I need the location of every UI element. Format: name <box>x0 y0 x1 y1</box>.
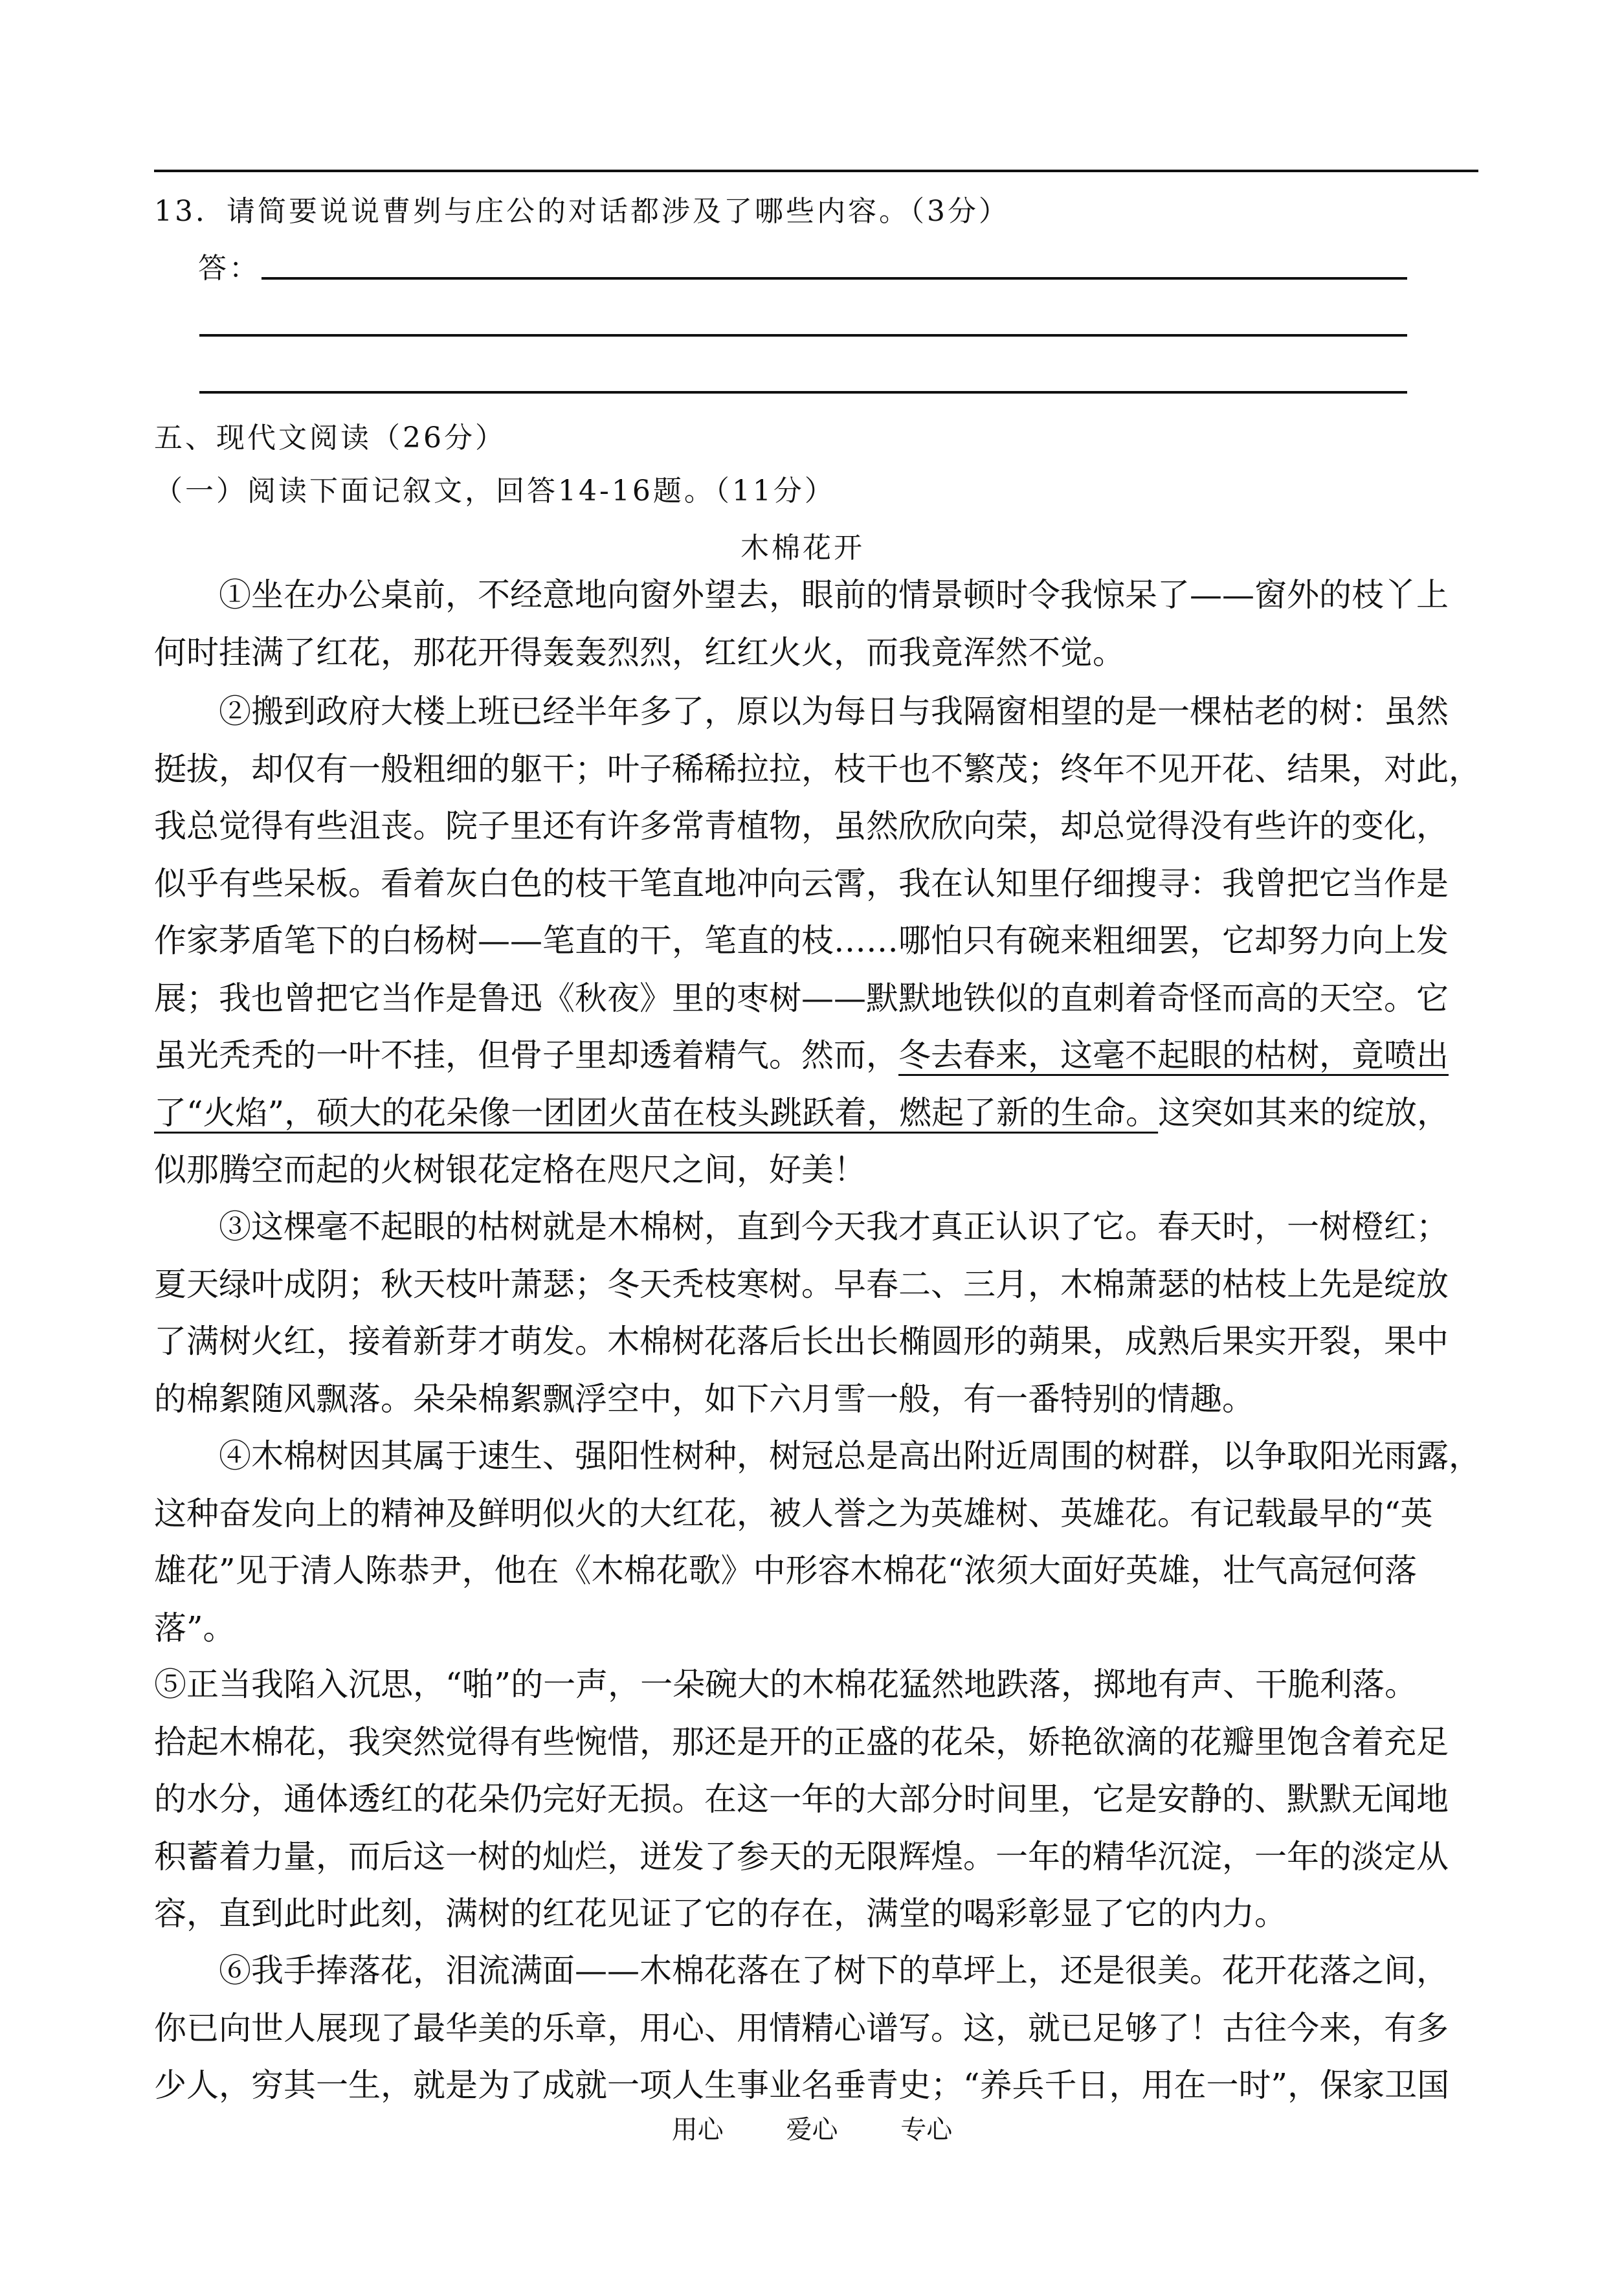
underlined-sentence-part-2: 了“火焰”，硕大的花朵像一团团火苗在枝头跳跃着，燃起了新的生命。 <box>154 1093 1159 1132</box>
p2-text: 虽光秃秃的一叶不挂，但骨子里却透着精气。然而， <box>154 1036 898 1074</box>
p2-line: 挺拔，却仅有一般粗细的躯干；叶子稀稀拉拉，枝干也不繁茂；终年不见开花、结果，对此， <box>154 750 1481 788</box>
section-heading: 五、现代文阅读（26分） <box>154 421 506 454</box>
p3-line: 了满树火红，接着新芽才萌发。木棉树花落后长出长椭圆形的蒴果，成熟后果实开裂，果中 <box>154 1323 1449 1360</box>
p1-line: ①坐在办公桌前，不经意地向窗外望去，眼前的情景顿时令我惊呆了——窗外的枝丫上 <box>219 576 1449 614</box>
answer-line-3 <box>199 391 1407 394</box>
p4-line: 落”。 <box>154 1609 236 1647</box>
paragraph-5 <box>154 1656 1478 1943</box>
p2-line-mixed <box>154 1027 1478 1084</box>
footer-item: 用心 <box>671 2115 724 2145</box>
answer-line-2 <box>199 334 1407 337</box>
p4-line: ④木棉树因其属于速生、强阳性树种，树冠总是高出附近周围的树群，以争取阳光雨露， <box>219 1437 1481 1475</box>
paragraph-2 <box>154 683 1481 1199</box>
p5-line: ⑤正当我陷入沉思，“啪”的一声，一朵碗大的木棉花猛然地跌落，掷地有声、干脆利落。 <box>154 1666 1418 1703</box>
paragraph-4 <box>154 1427 1481 1657</box>
p1-line: 何时挂满了红花，那花开得轰轰烈烈，红红火火，而我竟浑然不觉。 <box>154 633 1125 671</box>
p2-line: 作家茅盾笔下的白杨树——笔直的干，笔直的枝……哪怕只有碗来粗细罢，它却努力向上发 <box>154 922 1449 959</box>
sub-heading: （一）阅读下面记叙文，回答14-16题。（11分） <box>154 475 836 508</box>
p5-line: 容，直到此时此刻，满树的红花见证了它的存在，满堂的喝彩彰显了它的内力。 <box>154 1895 1287 1932</box>
p3-line: ③这棵毫不起眼的枯树就是木棉树，直到今天我才真正认识了它。春天时，一树橙红； <box>219 1208 1449 1246</box>
p6-line: 你已向世人展现了最华美的乐章，用心、用情精心谱写。这，就已足够了！古往今来，有多 <box>154 2009 1449 2047</box>
p2-line: ②搬到政府大楼上班已经半年多了，原以为每日与我隔窗相望的是一棵枯老的树：虽然 <box>219 693 1449 730</box>
page-footer <box>0 2109 1624 2146</box>
p4-line: 雄花”见于清人陈恭尹，他在《木棉花歌》中形容木棉花“浓须大面好英雄，壮气高冠何落 <box>154 1552 1418 1589</box>
p5-line: 积蓄着力量，而后这一树的灿烂，迸发了参天的无限辉煌。一年的精华沉淀，一年的淡定从 <box>154 1837 1449 1875</box>
paragraph-1 <box>154 566 1478 681</box>
footer-item: 爱心 <box>786 2115 838 2145</box>
p3-line: 的棉絮随风飘落。朵朵棉絮飘浮空中，如下六月雪一般，有一番特别的情趣。 <box>154 1380 1254 1418</box>
p2-line: 似那腾空而起的火树银花定格在咫尺之间，好美！ <box>154 1151 866 1189</box>
p3-line: 夏天绿叶成阴；秋天枝叶萧瑟；冬天秃枝寒树。早春二、三月，木棉萧瑟的枯枝上先是绽放 <box>154 1265 1449 1303</box>
p2-line: 展；我也曾把它当作是鲁迅《秋夜》里的枣树——默默地铁似的直刺着奇怪而高的天空。它 <box>154 979 1449 1017</box>
paragraph-3 <box>154 1198 1478 1427</box>
p2-line-mixed <box>154 1084 1478 1142</box>
p5-line: 的水分，通体透红的花朵仍完好无损。在这一年的大部分时间里，它是安静的、默默无闻地 <box>154 1780 1449 1818</box>
p6-line: ⑥我手捧落花，泪流满面——木棉花落在了树下的草坪上，还是很美。花开花落之间， <box>219 1952 1449 1989</box>
p2-text: 这突如其来的绽放， <box>1158 1093 1450 1132</box>
footer-item: 专心 <box>900 2115 953 2145</box>
answer-label: 答： <box>198 252 260 285</box>
answer-line-1 <box>261 277 1407 280</box>
article-title: 木棉花开 <box>740 531 865 565</box>
underlined-sentence-part-1: 冬去春来，这毫不起眼的枯树，竟喷出 <box>898 1036 1449 1074</box>
paragraph-6 <box>154 1942 1478 2114</box>
p5-line: 拾起木棉花，我突然觉得有些惋惜，那还是开的正盛的花朵，娇艳欲滴的花瓣里饱含着充足 <box>154 1723 1449 1761</box>
question-13: 13．请简要说说曹刿与庄公的对话都涉及了哪些内容。（3分） <box>154 195 1010 228</box>
p2-line: 似乎有些呆板。看着灰白色的枝干笔直地冲向云霄，我在认知里仔细搜寻：我曾把它当作是 <box>154 864 1449 902</box>
p6-line: 少人，穷其一生，就是为了成就一项人生事业名垂青史；“养兵千日，用在一时”，保家卫国 <box>154 2066 1450 2104</box>
p2-line: 我总觉得有些沮丧。院子里还有许多常青植物，虽然欣欣向荣，却总觉得没有些许的变化， <box>154 807 1449 845</box>
p4-line: 这种奋发向上的精神及鲜明似火的大红花，被人誉之为英雄树、英雄花。有记载最早的“英 <box>154 1494 1433 1532</box>
header-rule <box>154 170 1478 172</box>
